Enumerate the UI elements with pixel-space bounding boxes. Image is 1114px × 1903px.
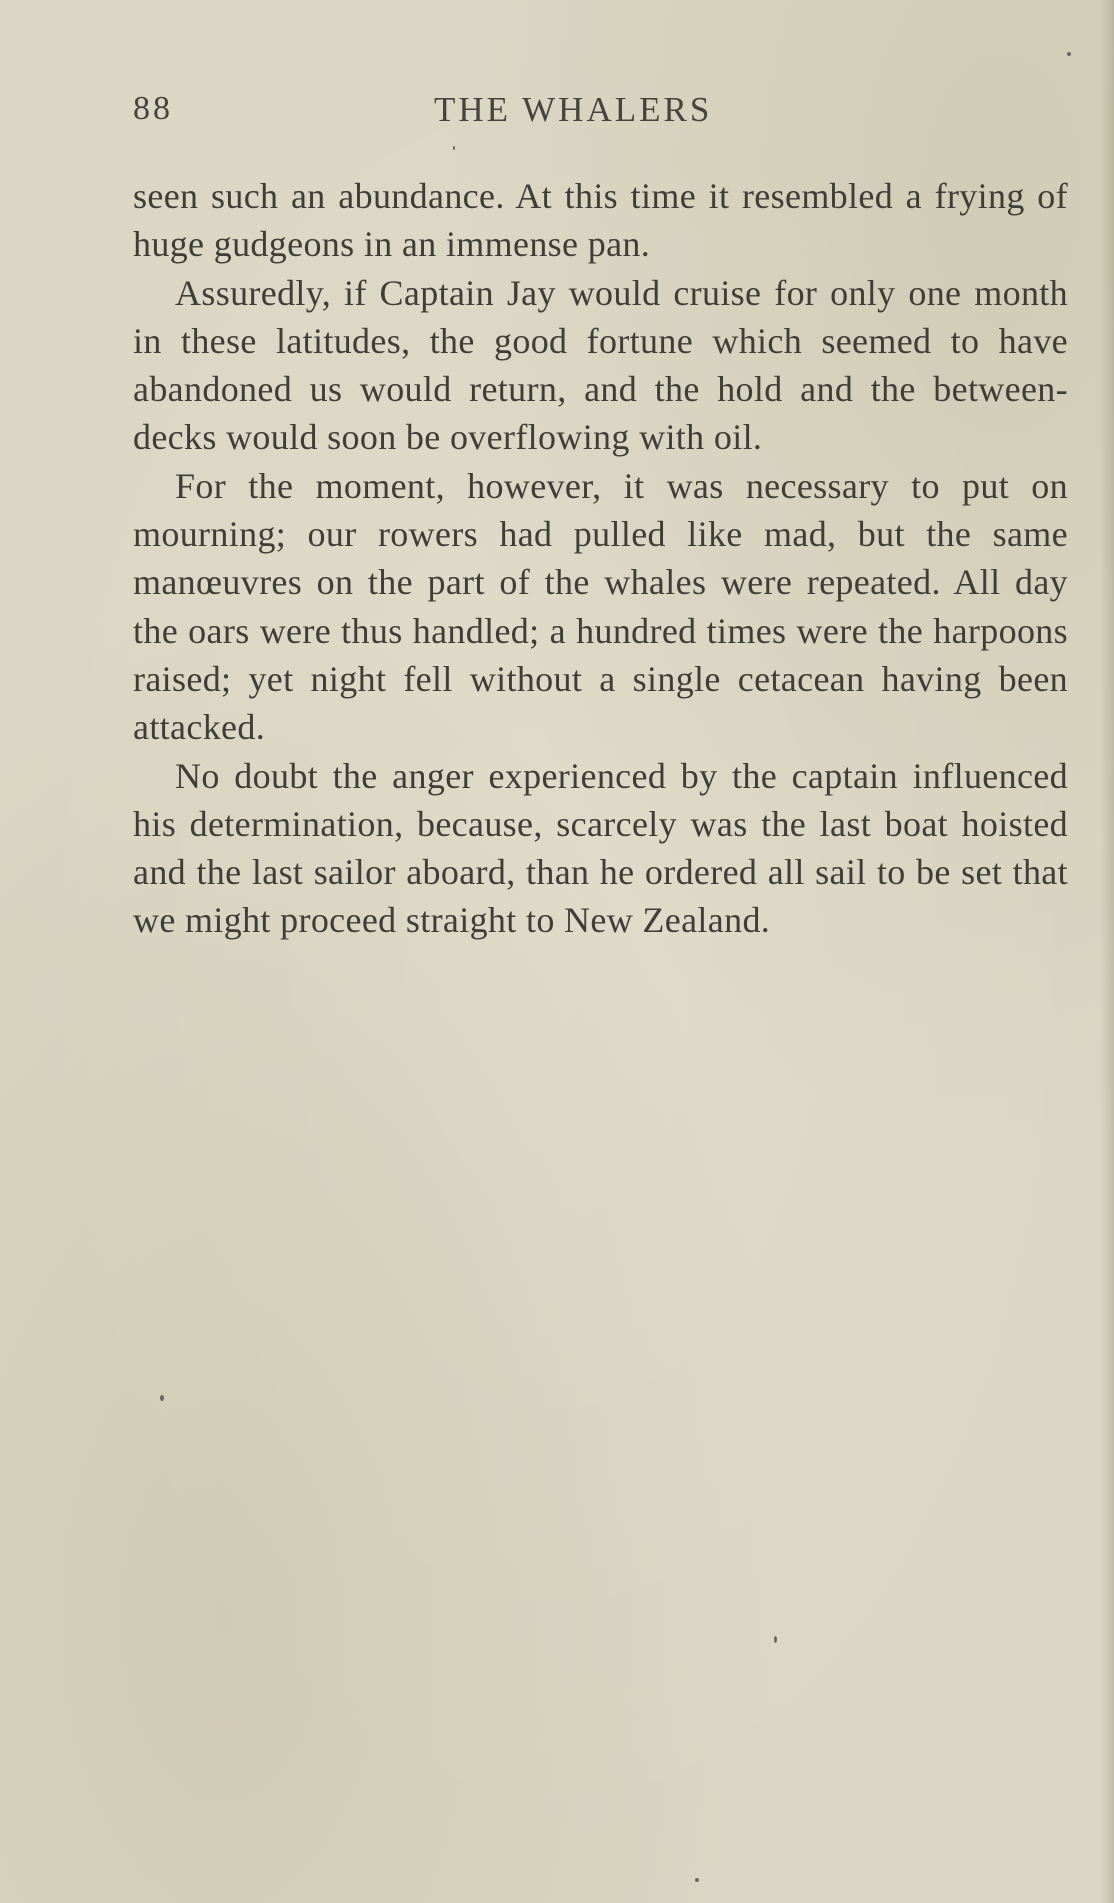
paper-speck [453,146,455,150]
paragraph: Assuredly, if Captain Jay would cruise for only one month in these latitudes, the good fortune which seemed to have abandoned us would return, and the hold and the between-decks would soon be overflowing with oil. [133,272,1068,458]
paragraph: For the moment, however, it was necessary to put on mourning; our rowers had pulled like mad, but the same manœuvres on the part of the whales were repeated. All day the oars were thus handled; a hundred times were the harpoons raised; yet night fell without a single cetacean having been attacked. [133,465,1068,748]
page-edge-shadow [1100,0,1114,1903]
paper-speck [695,1878,699,1882]
paragraph: No doubt the anger experienced by the captain influenced his determination, because, scarcely was the last boat hoisted and the last sailor aboard, than he ordered all sail to be set that we might proceed straight to New Zealand. [133,755,1068,941]
paper-speck [160,1395,164,1401]
body-text [133,172,1068,945]
page-number: 88 [133,90,173,127]
paragraph-continued: seen such an abundance. At this time it resembled a frying of huge gudgeons in an immense pan. [133,176,1068,265]
paper-speck [1067,52,1071,56]
paper-speck [774,1636,777,1643]
page-header [133,90,1068,140]
running-head: THE WHALERS [434,90,713,129]
